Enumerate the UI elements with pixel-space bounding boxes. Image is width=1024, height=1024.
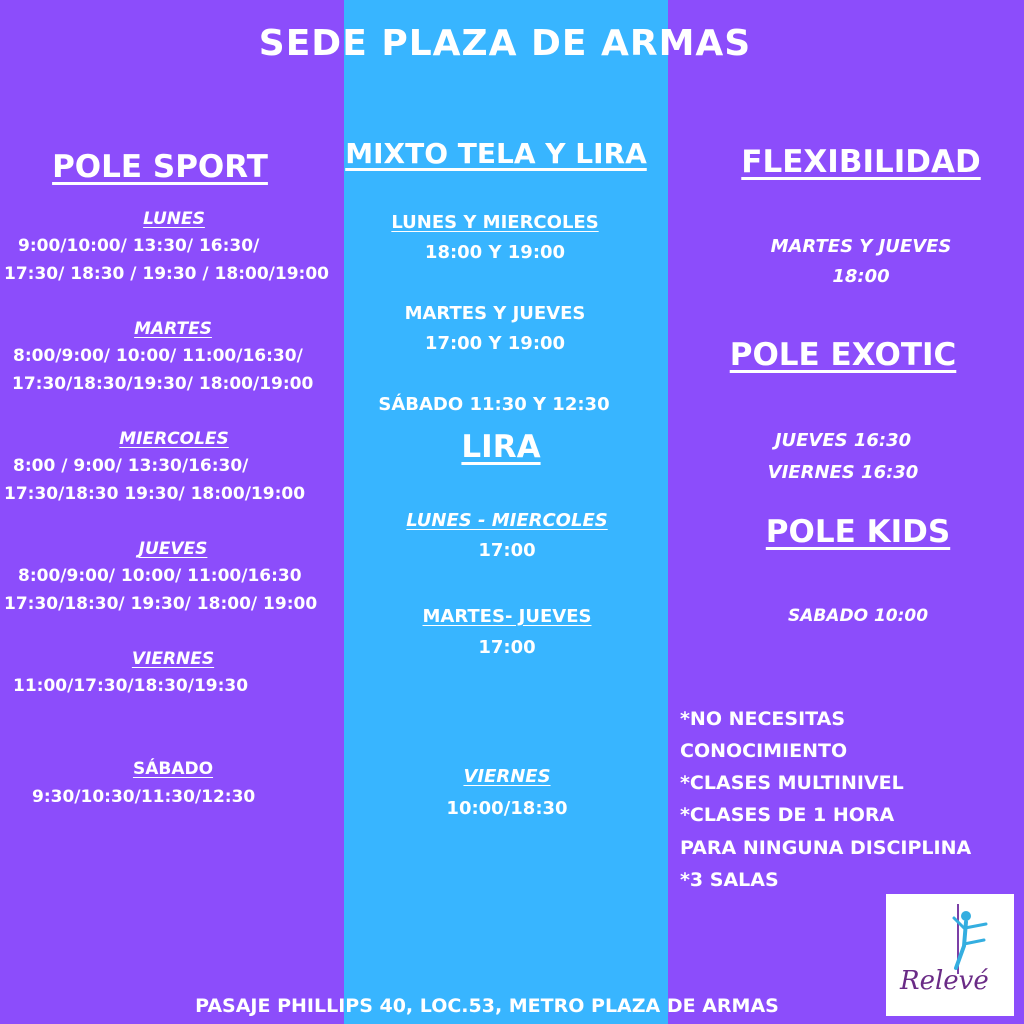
pole-kids-heading: POLE KIDS <box>765 514 951 550</box>
note-line-2: CONOCIMIENTO <box>680 740 848 762</box>
note-line-1: *NO NECESITAS <box>680 708 846 730</box>
pole-sport-martes-times-2: 17:30/18:30/19:30/ 18:00/19:00 <box>12 374 314 394</box>
lira-viernes-time: 10:00/18:30 <box>446 798 568 819</box>
lira-viernes-day: VIERNES <box>463 766 551 787</box>
pole-sport-miercoles-times-2: 17:30/18:30 19:30/ 18:00/19:00 <box>4 484 306 504</box>
dancer-icon <box>886 894 1014 1016</box>
pole-sport-lunes-day: LUNES <box>143 209 205 229</box>
pole-sport-sabado-day: SÁBADO <box>132 759 214 779</box>
note-line-4: *CLASES DE 1 HORA <box>680 804 895 826</box>
logo-text: Relevé <box>900 966 989 996</box>
pole-sport-miercoles-day: MIERCOLES <box>119 429 229 449</box>
pole-sport-jueves-times-2: 17:30/18:30/ 19:30/ 18:00/ 19:00 <box>4 594 318 614</box>
lira-martes-jueves-time: 17:00 <box>478 637 536 658</box>
pole-sport-heading: POLE SPORT <box>52 149 268 185</box>
pole-sport-martes-times-1: 8:00/9:00/ 10:00/ 11:00/16:30/ <box>13 346 303 366</box>
flexibilidad-time: 18:00 <box>832 266 890 287</box>
pole-sport-jueves-day: JUEVES <box>138 539 208 559</box>
footer-address: PASAJE PHILLIPS 40, LOC.53, METRO PLAZA DE ARMAS <box>195 995 779 1017</box>
note-line-3: *CLASES MULTINIVEL <box>680 772 904 794</box>
mixto-martes-jueves-day: MARTES Y JUEVES <box>404 303 586 324</box>
flexibilidad-heading: FLEXIBILIDAD <box>741 144 981 180</box>
pole-sport-martes-day: MARTES <box>134 319 212 339</box>
pole-sport-miercoles-times-1: 8:00 / 9:00/ 13:30/16:30/ <box>13 456 249 476</box>
mixto-lunes-miercoles-day: LUNES Y MIERCOLES <box>391 212 599 233</box>
pole-exotic-viernes: VIERNES 16:30 <box>767 462 919 483</box>
pole-kids-sabado: SABADO 10:00 <box>787 606 929 626</box>
releve-logo <box>886 894 1014 1016</box>
pole-sport-viernes-day: VIERNES <box>131 649 215 669</box>
mixto-heading: MIXTO TELA Y LIRA <box>345 137 647 170</box>
lira-lunes-miercoles-time: 17:00 <box>478 540 536 561</box>
mixto-sabado: SÁBADO 11:30 Y 12:30 <box>378 394 610 415</box>
pole-exotic-jueves: JUEVES 16:30 <box>774 430 912 451</box>
pole-sport-lunes-times-1: 9:00/10:00/ 13:30/ 16:30/ <box>18 236 260 256</box>
mixto-lunes-miercoles-time: 18:00 Y 19:00 <box>424 242 566 263</box>
note-line-6: *3 SALAS <box>680 869 779 891</box>
mixto-martes-jueves-time: 17:00 Y 19:00 <box>424 333 566 354</box>
flexibilidad-day: MARTES Y JUEVES <box>770 236 952 257</box>
pole-exotic-heading: POLE EXOTIC <box>729 337 957 373</box>
pole-sport-lunes-times-2: 17:30/ 18:30 / 19:30 / 18:00/19:00 <box>4 264 329 284</box>
pole-sport-viernes-times: 11:00/17:30/18:30/19:30 <box>13 676 249 696</box>
page-title: SEDE PLAZA DE ARMAS <box>258 23 752 64</box>
note-line-5: PARA NINGUNA DISCIPLINA <box>680 837 972 859</box>
lira-heading: LIRA <box>461 429 541 465</box>
pole-sport-sabado-times: 9:30/10:30/11:30/12:30 <box>32 787 256 807</box>
pole-sport-jueves-times-1: 8:00/9:00/ 10:00/ 11:00/16:30 <box>18 566 302 586</box>
lira-lunes-miercoles-day: LUNES - MIERCOLES <box>406 510 608 531</box>
lira-martes-jueves-day: MARTES- JUEVES <box>422 606 592 627</box>
